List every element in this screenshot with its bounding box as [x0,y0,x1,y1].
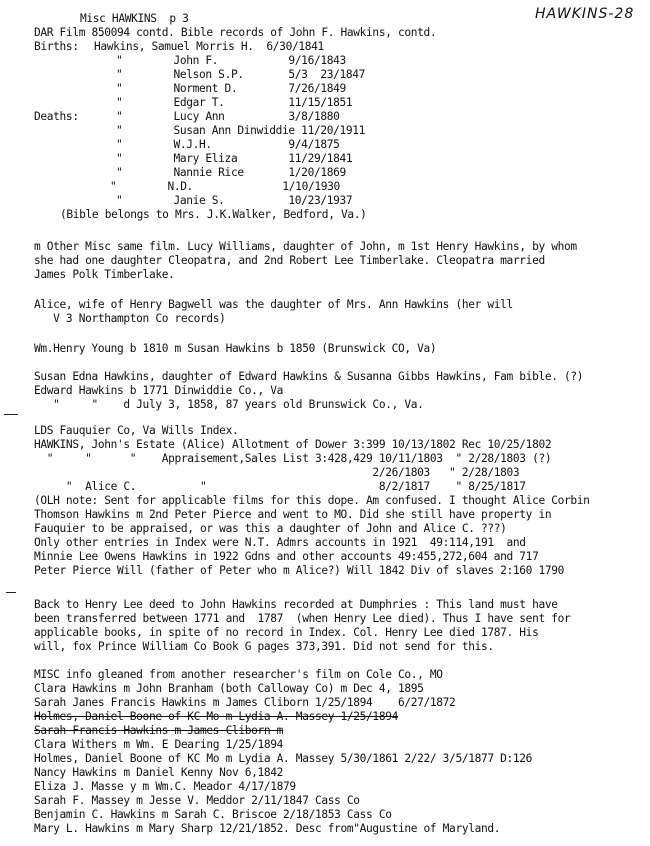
paragraph-line: MISC info gleaned from another researcher's film on Cole Co., MO [34,668,443,681]
header-line: DAR Film 850094 contd. Bible records of John F. Hawkins, contd. [34,26,437,39]
paragraph-line: HAWKINS, John's Estate (Alice) Allotment of Dower 3:399 10/13/1802 Rec 10/25/1802 [34,438,552,451]
birth-row: " John F. 9/16/1843 [116,54,346,67]
paragraph-line: Clara Hawkins m John Branham (both Calloway Co) m Dec 4, 1895 [34,682,424,695]
paragraph-line: Wm.Henry Young b 1810 m Susan Hawkins b 1850 (Brunswick CO, Va) [34,342,437,355]
paragraph-line: Only other entries in Index were N.T. Admrs accounts in 1921 49:114,191 and [34,536,526,549]
struck-line: Sarah Francis Hawkins m James Cliborn m [34,724,284,737]
paragraph-line: been transferred between 1771 and 1787 (when Henry Lee died). Thus I have sent for [34,612,571,625]
page-title: Misc HAWKINS p 3 [80,12,189,25]
paragraph-line: Back to Henry Lee deed to John Hawkins recorded at Dumphries : This land must have [34,598,558,611]
paragraph-line: Holmes, Daniel Boone of KC Mo m Lydia A. Massey 5/30/1861 2/22/ 3/5/1877 D:126 [34,752,533,765]
paragraph-line: will, fox Prince William Co Book G pages 373,391. Did not send for this. [34,640,494,653]
paragraph-line: applicable books, in spite of no record in Index. Col. Henry Lee died 1787. His [34,626,539,639]
paragraph-line: Fauquier to be appraised, or was this a daughter of John and Alice C. ???) [34,522,507,535]
death-row: " Janie S. 10/23/1937 [116,194,353,207]
handwritten-tag: HAWKINS-28 [535,6,635,22]
birth-row: " Edgar T. 11/15/1851 [116,96,353,109]
death-row: " Mary Eliza 11/29/1841 [116,152,353,165]
paragraph-line: Eliza J. Masse y m Wm.C. Meador 4/17/1879 [34,780,296,793]
paragraph-line: " Alice C. " 8/2/1817 " 8/25/1817 [34,480,526,493]
death-row: " N.D. 1/10/1930 [110,180,340,193]
paragraph-line: LDS Fauquier Co, Va Wills Index. [34,424,239,437]
paragraph-line: Clara Withers m Wm. E Dearing 1/25/1894 [34,738,284,751]
birth-row: " Norment D. 7/26/1849 [116,82,346,95]
paragraph-line: Benjamin C. Hawkins m Sarah C. Briscoe 2/18/1853 Cass Co [34,808,392,821]
births-label: Births: [34,40,79,53]
death-row: " Susan Ann Dinwiddie 11/20/1911 [116,124,366,137]
struck-line: Holmes, Daniel Boone of KC Mo m Lydia A. Massey 1/25/1894 [34,710,398,723]
paragraph-line: " " " Appraisement,Sales List 3:428,429 10/11/1803 " 2/28/1803 (?) [34,452,552,465]
paragraph-line: Peter Pierce Will (father of Peter who m Alice?) Will 1842 Div of slaves 2:160 1790 [34,564,564,577]
deaths-label: Deaths: [34,110,79,123]
paragraph-line: Sarah Janes Francis Hawkins m James Cliborn 1/25/1894 6/27/1872 [34,696,456,709]
paragraph-line: Nancy Hawkins m Daniel Kenny Nov 6,1842 [34,766,284,779]
paragraph-line: 2/26/1803 " 2/28/1803 [34,466,520,479]
paragraph-line: Thomson Hawkins m 2nd Peter Pierce and went to MO. Did she still have property in [34,508,552,521]
margin-mark [6,592,16,593]
paragraph-line: Sarah F. Massey m Jesse V. Meddor 2/11/1847 Cass Co [34,794,360,807]
bible-note: (Bible belongs to Mrs. J.K.Walker, Bedford, Va.) [60,208,367,221]
paragraph-line: (OLH note: Sent for applicable films for this dope. Am confused. I thought Alice Corbin [34,494,590,507]
paragraph-line: " " d July 3, 1858, 87 years old Brunswick Co., Va. [34,398,424,411]
paragraph-line: Minnie Lee Owens Hawkins in 1922 Gdns and other accounts 49:455,272,604 and 717 [34,550,539,563]
birth-row: " Nelson S.P. 5/3 23/1847 [116,68,366,81]
paragraph-line: m Other Misc same film. Lucy Williams, daughter of John, m 1st Henry Hawkins, by whom [34,240,577,253]
death-row: " Lucy Ann 3/8/1880 [116,110,340,123]
margin-mark [4,414,18,415]
paragraph-line: Mary L. Hawkins m Mary Sharp 12/21/1852. Desc from"Augustine of Maryland. [34,822,501,835]
death-row: " W.J.H. 9/4/1875 [116,138,340,151]
paragraph-line: James Polk Timberlake. [34,268,175,281]
paragraph-line: V 3 Northampton Co records) [34,312,226,325]
paragraph-line: Susan Edna Hawkins, daughter of Edward Hawkins & Susanna Gibbs Hawkins, Fam bible. (?) [34,370,584,383]
paragraph-line: Edward Hawkins b 1771 Dinwiddie Co., Va [34,384,284,397]
death-row: " Nannie Rice 1/20/1869 [116,166,346,179]
paragraph-line: she had one daughter Cleopatra, and 2nd Robert Lee Timberlake. Cleopatra married [34,254,545,267]
paragraph-line: Alice, wife of Henry Bagwell was the daughter of Mrs. Ann Hawkins (her will [34,298,513,311]
birth-row: Hawkins, Samuel Morris H. 6/30/1841 [94,40,324,53]
